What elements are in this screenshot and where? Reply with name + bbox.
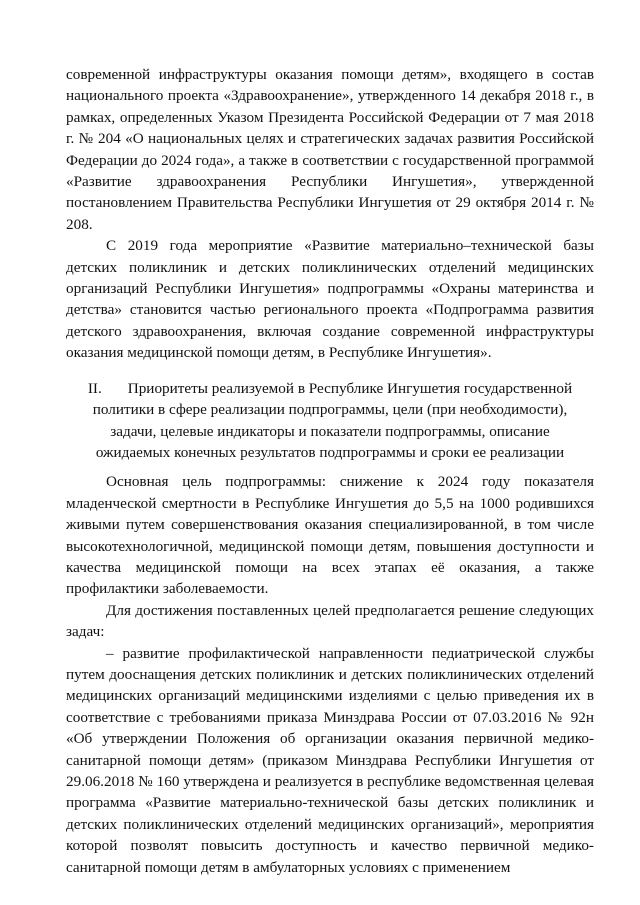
document-body [66,64,594,878]
paragraph-2019-event: С 2019 года мероприятие «Развитие материально–технической базы детских поликлиник и детских поликлинических отделений медицинских организаций Республики Ингушетия» подпрограммы «Охраны материнства и детства» становится частью регионального проекта «Подпрограмма развития детского здравоохранения, включая создание современной инфраструктуры оказания медицинской помощи детям, в Республике Ингушетия». [66,237,594,362]
section-title: Приоритеты реализуемой в Республике Ингушетия государственной политики в сфере реализации подпрограммы, цели (при необходимости), задачи, целевые индикаторы и показатели подпрограммы, описание ожидаемых конечных результатов подпрограммы и сроки ее реализации [92,379,573,461]
section-number: II. [87,379,102,397]
paragraph-task-1: – развитие профилактической направленности педиатрической службы путем дооснащения детских поликлиник и детских поликлинических отделений медицинских организаций медицинскими изделиями с целью приведения их в соответствие с требованиями приказа Минздрава России от 07.03.2016 № 92н «Об утверждении Положения об организации оказания первичной медико-санитарной помощи детям» (приказом Минздрава Республики Ингушетия от 29.06.2018 № 160 утверждена и реализуется в республике ведомственная целевая программа «Развитие материально-технической базы детских поликлиник и детских поликлинических отделений медицинских организаций», мероприятия которой позволят повысить доступность и качество первичной медико-санитарной помощи детям в амбулаторных условиях с применением [66,644,594,876]
paragraph-main-goal: Основная цель подпрограммы: снижение к 2024 году показателя младенческой смертности в Республике Ингушетия до 5,5 на 1000 родившихся живыми путем совершенствования оказания специализированной, в том числе высокотехнологичной, медицинской помощи детям, повышения доступности и качества медицинской помощи на всех этапах её оказания, а также профилактики заболеваемости. [66,473,594,598]
section-heading [66,378,594,464]
paragraph-continuation: современной инфраструктуры оказания помощи детям», входящего в состав национального проекта «Здравоохранение», утвержденного 14 декабря 2018 г., в рамках, определенных Указом Президента Российской Федерации от 7 мая 2018 г. № 204 «О национальных целях и стратегических задачах развития Российской Федерации до 2024 года», а также в соответствии с государственной программой «Развитие здравоохранения Республики Ингушетия», утвержденной постановлением Правительства Республики Ингушетия от 29 октября 2014 г. № 208. [66,66,594,233]
paragraph-tasks-intro: Для достижения поставленных целей предполагается решение следующих задач: [66,601,594,641]
